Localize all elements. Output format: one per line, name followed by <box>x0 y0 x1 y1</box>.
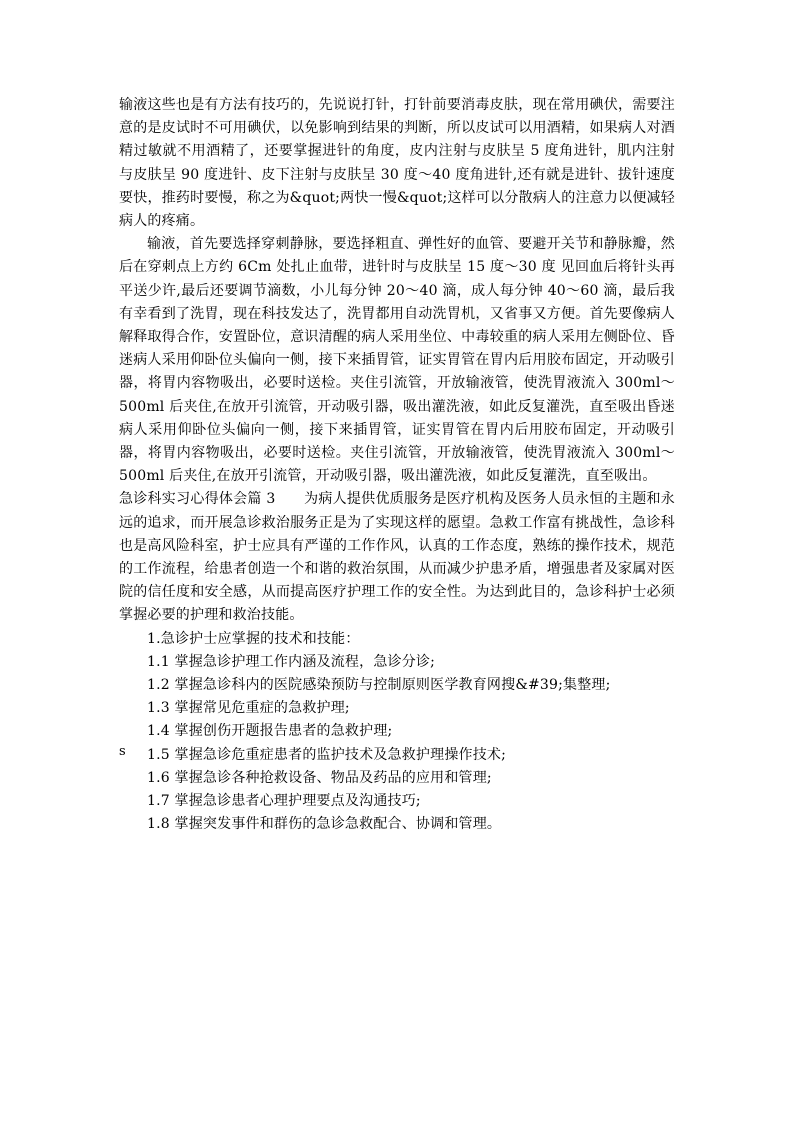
list-item: 1.1 掌握急诊护理工作内涵及流程，急诊分诊; <box>147 653 436 670</box>
section-gap <box>276 491 305 507</box>
paragraph-emergency-service: 为病人提供优质服务是医疗机构及医务人员永恒的主题和永远的追求，而开展急诊救治服务正是为了实现这样的愿望。急救工作富有挑战性，急诊科也是高风险科室，护士应具有严谨的工作作风，认真的工作态度，熟练的操作技术，规范的工作流程，给患者创造一个和谐的救治氛围，从而减少护患矛盾，增强患者及家属对医院的信任度和安全感，从而提高医疗护理工作的安全性。为达到此目的，急诊科护士必须掌握必要的护理和救治技能。 <box>119 491 675 624</box>
skills-list-heading: 1.急诊护士应掌握的技术和技能： <box>147 630 360 647</box>
list-item: 1.7 掌握急诊患者心理护理要点及沟通技巧; <box>147 793 421 810</box>
list-item: 1.4 掌握创伤开题报告患者的急救护理; <box>147 723 393 740</box>
footer-mark: s <box>119 744 126 759</box>
list-item: 1.6 掌握急诊各种抢救设备、物品及药品的应用和管理; <box>147 769 492 786</box>
list-item: 1.5 掌握急诊危重症患者的监护技术及急救护理操作技术; <box>147 746 507 763</box>
list-item: 1.8 掌握突发事件和群伤的急诊急救配合、协调和管理。 <box>147 816 502 833</box>
section-title: 急诊科实习心得体会篇 3 <box>119 491 276 508</box>
list-item: 1.2 掌握急诊科内的医院感染预防与控制原则医学教育网搜&#39;集整理; <box>147 677 611 694</box>
skills-list <box>119 628 675 837</box>
document-body <box>119 94 675 837</box>
section-paragraph <box>119 488 675 627</box>
paragraph-infusion-gastric-lavage: 输液，首先要选择穿刺静脉，要选择粗直、弹性好的血管、要避开关节和静脉瓣，然后在穿刺点上方约 6Cm 处扎止血带，进针时与皮肤呈 15 度～30 度 见回血后将针头再平送少许,最后还要调节滴数，小儿每分钟 20～40 滴，成人每分钟 40～60 滴，最后我有幸看到了洗胃，现在科技发达了，洗胃都用自动洗胃机，又省事又方便。首先要像病人解释取得合作，安置卧位，意识清醒的病人采用坐位、中毒较重的病人采用左侧卧位、昏迷病人采用仰卧位头偏向一侧，接下来插胃管，证实胃管在胃内后用胶布固定，开动吸引器，将胃内容物吸出，必要时送检。夹住引流管，开放输液管，使洗胃液流入 300ml～500ml 后夹住,在放开引流管，开动吸引器，吸出灌洗液，如此反复灌洗，直至吸出昏迷病人采用仰卧位头偏向一侧，接下来插胃管，证实胃管在胃内后用胶布固定，开动吸引器，将胃内容物吸出，必要时送检。夹住引流管，开放输液管，使洗胃液流入 300ml～500ml 后夹住,在放开引流管，开动吸引器，吸出灌洗液，如此反复灌洗，直至吸出。 <box>119 236 675 485</box>
list-item: 1.3 掌握常见危重症的急救护理; <box>147 700 350 717</box>
paragraph-injection: 输液这些也是有方法有技巧的，先说说打针，打针前要消毒皮肤，现在常用碘伏，需要注意的是皮试时不可用碘伏，以免影响到结果的判断，所以皮试可以用酒精，如果病人对酒精过敏就不用酒精了，还要掌握进针的角度，皮内注射与皮肤呈 5 度角进针，肌内注射与皮肤呈 90 度进针、皮下注射与皮肤呈 30 度～40 度角进针,还有就是进针、拔针速度要快，推药时要慢，称之为&quot;两快一慢&quot;这样可以分散病人的注意力以便减轻病人的疼痛。 <box>119 97 675 230</box>
